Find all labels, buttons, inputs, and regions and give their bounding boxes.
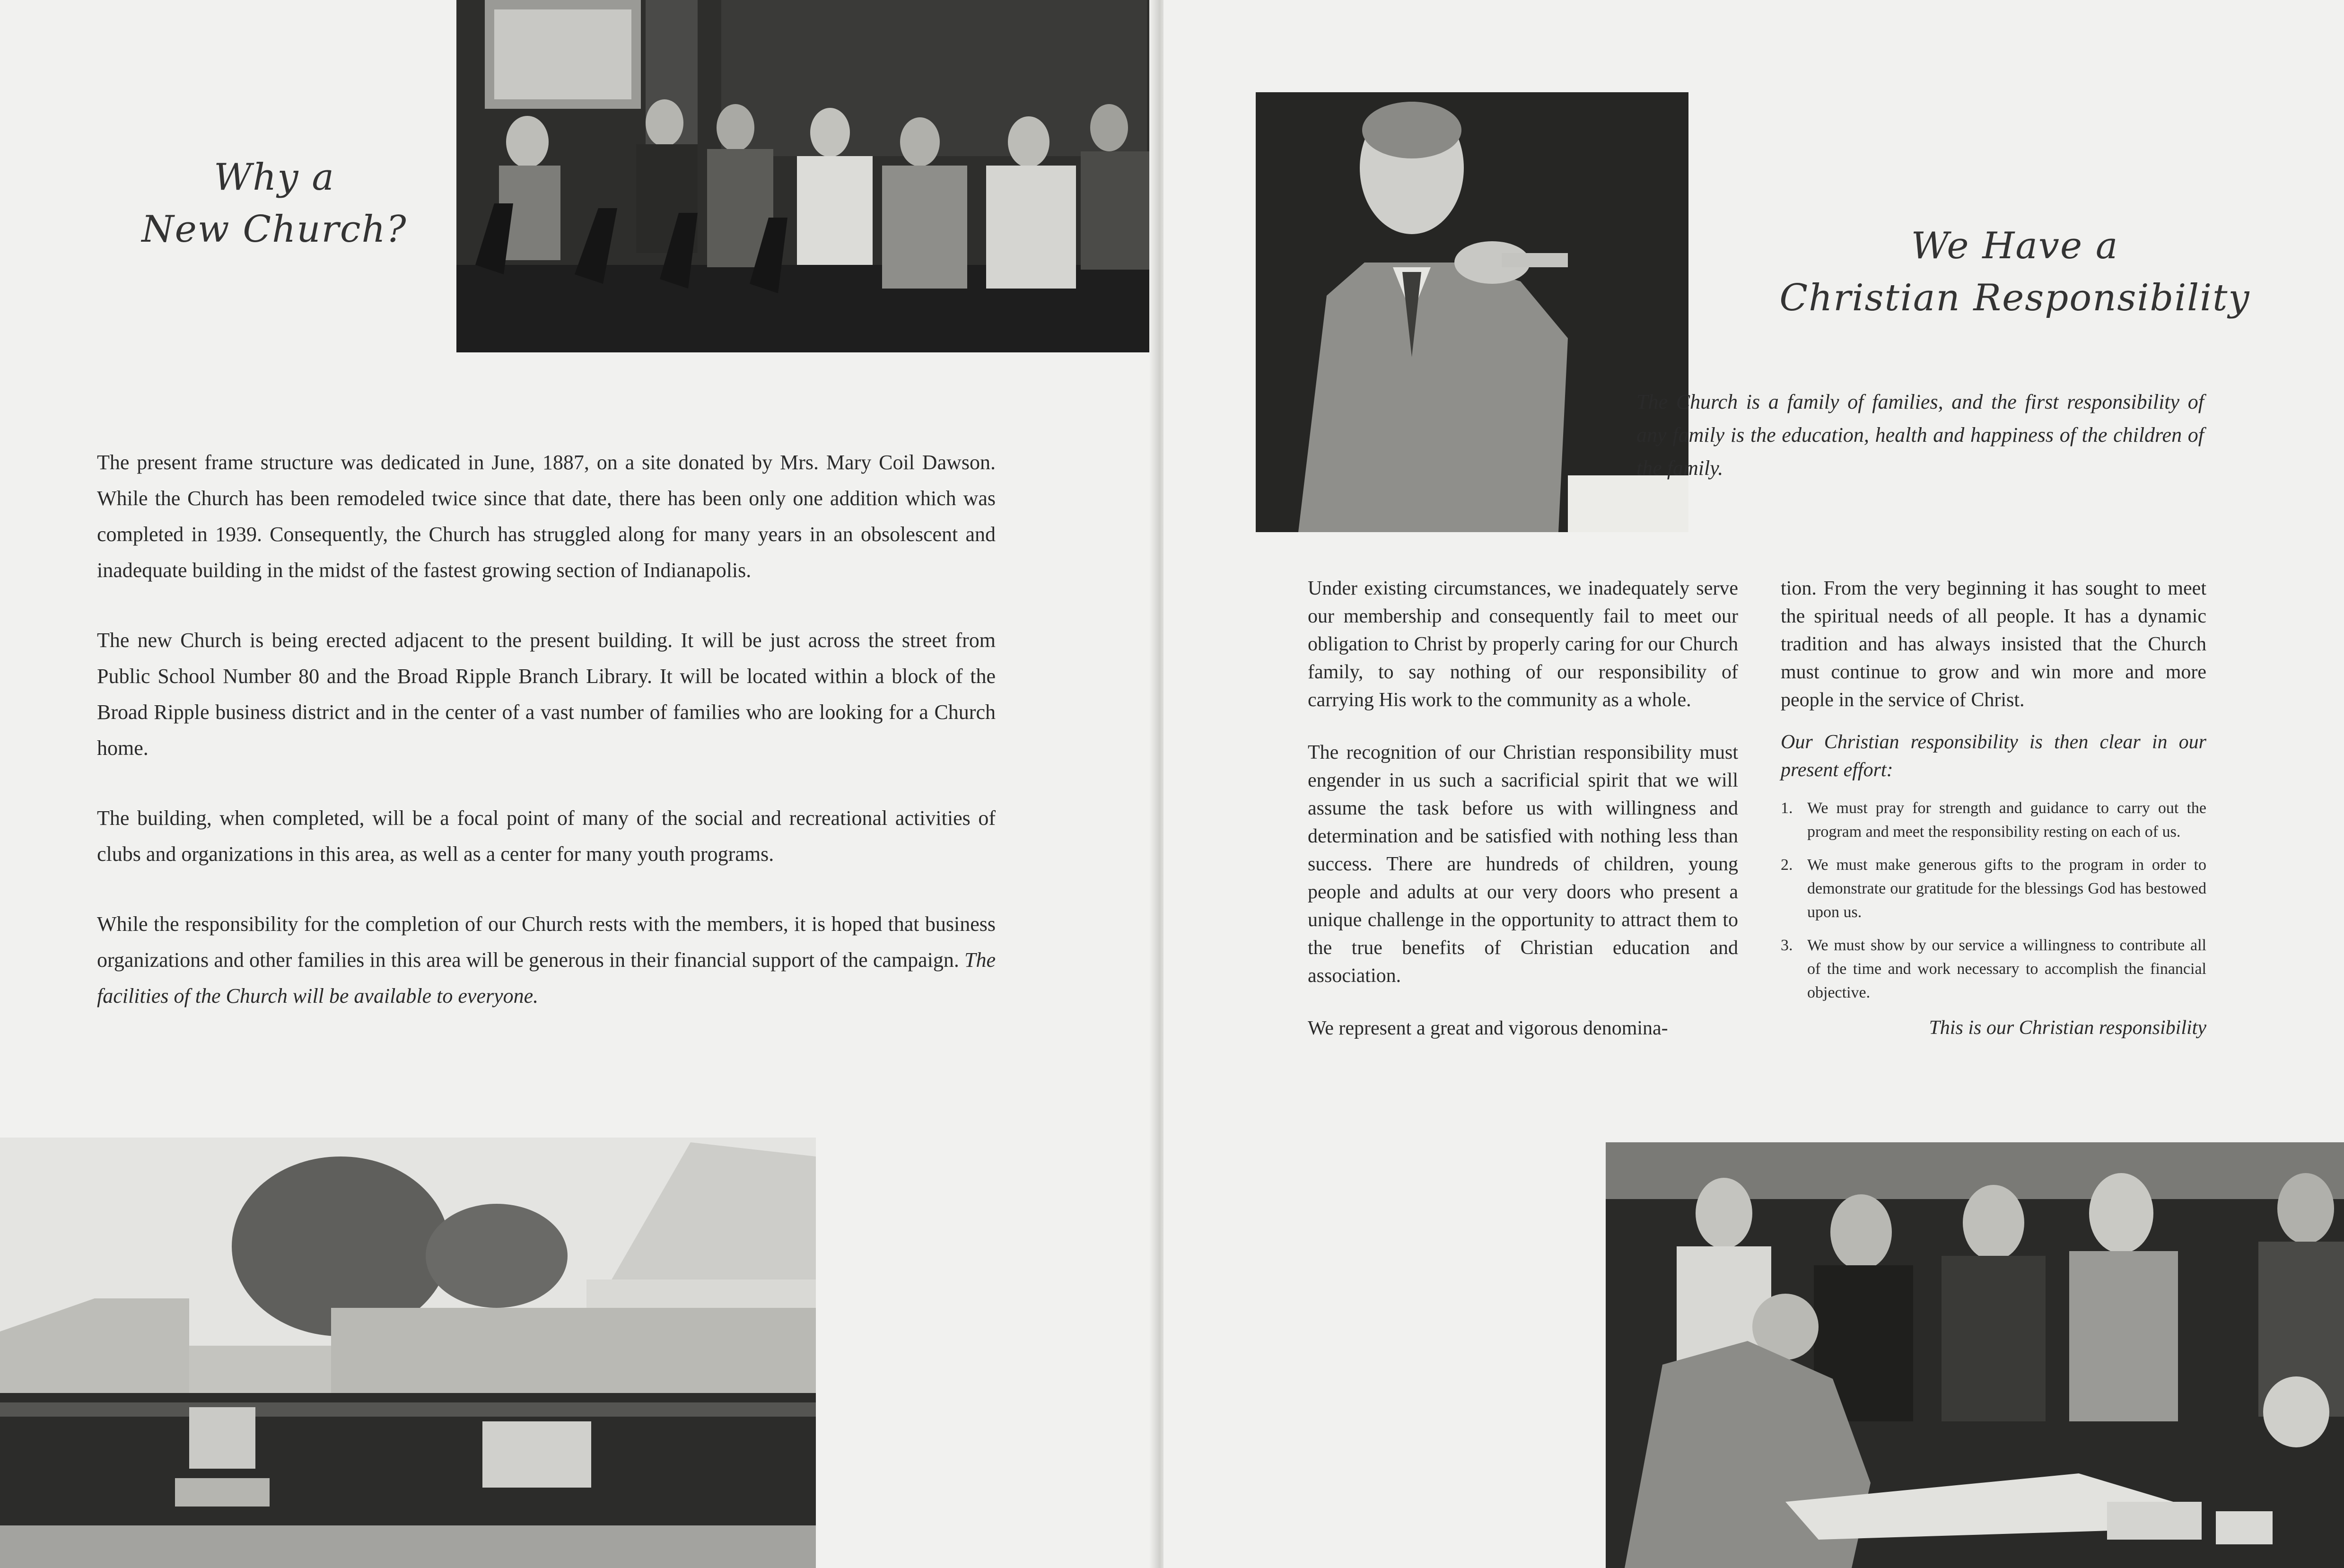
list-item-text: We must show by our service a willingness to contribute all of the time and work necessary to accomplish the financial objective.: [1807, 937, 2206, 1001]
closing-line: This is our Christian responsibility: [1929, 1017, 2206, 1039]
right-title-line2: Christian Responsibility: [1779, 277, 2250, 319]
right-page-title: [1707, 220, 2322, 324]
right-col2-lead: Our Christian responsibility is then clear in our present effort:: [1781, 731, 2206, 781]
right-col2-paragraph: tion. From the very beginning it has sought to meet the spiritual needs of all people. It has a dynamic tradition and has always insisted that the Church must continue to grow and win more and more people in the service of Christ.: [1781, 578, 2206, 711]
left-title-line2: New Church?: [141, 208, 407, 251]
responsibility-list: [1781, 797, 2206, 1005]
photo-church-construction: [0, 1138, 816, 1568]
left-paragraph-4: [97, 906, 996, 1014]
list-item-text: We must pray for strength and guidance to carry out the program and meet the responsibility resting on each of us.: [1807, 799, 2206, 841]
left-paragraph-2: The new Church is being erected adjacent to the present building. It will be just across the street from Public School Number 80 and the Broad Ripple Branch Library. It will be located within a block of the Broad Ripple business district and in the center of a vast number of families who are looking for a Church home.: [97, 629, 996, 760]
list-item-number: 1.: [1781, 799, 1793, 817]
left-page-title: [104, 151, 445, 255]
right-col1-paragraph-1: Under existing circumstances, we inadequately serve our membership and consequently fail to meet our obligation to Christ by properly caring for our Church family, to say nothing of our responsibility of carrying His work to the community as a whole.: [1308, 578, 1738, 711]
left-body-text: [97, 445, 996, 1048]
right-intro-text: The Church is a family of families, and the first responsibility of any family is the education, health and happiness of the children of the family.: [1636, 390, 2204, 480]
right-column-2: [1781, 575, 2206, 1067]
list-item: [1781, 797, 2206, 844]
right-page: [1163, 0, 2344, 1568]
list-item: [1781, 853, 2206, 924]
photo-seated-congregation: [456, 0, 1152, 352]
left-paragraph-1: The present frame structure was dedicated in June, 1887, on a site donated by Mrs. Mary Coil Dawson. While the Church has been remodeled twice since that date, there has been only one addition which was completed in 1939. Consequently, the Church has struggled along for many years in an obsolescent and inadequate building in the midst of the fastest growing section of Indianapolis.: [97, 451, 996, 582]
right-col1-paragraph-3: We represent a great and vigorous denomina-: [1308, 1017, 1668, 1039]
right-title-line1: We Have a: [1911, 225, 2119, 267]
left-page: [0, 0, 1154, 1568]
list-item: [1781, 934, 2206, 1005]
right-col1-paragraph-2: The recognition of our Christian responsibility must engender in us such a sacrificial spirit that we will assume the task before us with willingness and determination and be satisfied with nothing less than success. There are hundreds of children, young people and adults at our very doors who present a unique challenge in the opportunity to attract them to the true benefits of Christian education and association.: [1308, 742, 1738, 987]
right-column-1: [1308, 575, 1738, 1067]
left-paragraph-4-text: While the responsibility for the completion of our Church rests with the members, it is hoped that business organizations and other families in this area will be generous in their financial support of the campaign.: [97, 912, 996, 972]
left-paragraph-3: The building, when completed, will be a focal point of many of the social and recreational activities of clubs and organizations in this area, as well as a center for many youth programs.: [97, 806, 996, 866]
left-paragraph-4-italic: The facilities of the Church will be available to everyone.: [97, 948, 996, 1007]
photo-signing-table: [1606, 1142, 2344, 1568]
list-item-number: 3.: [1781, 937, 1793, 954]
list-item-text: We must make generous gifts to the program in order to demonstrate our gratitude for the blessings God has bestowed upon us.: [1807, 856, 2206, 921]
left-title-line1: Why a: [214, 156, 335, 199]
photo-speaker: [1256, 92, 1688, 532]
list-item-number: 2.: [1781, 856, 1793, 874]
